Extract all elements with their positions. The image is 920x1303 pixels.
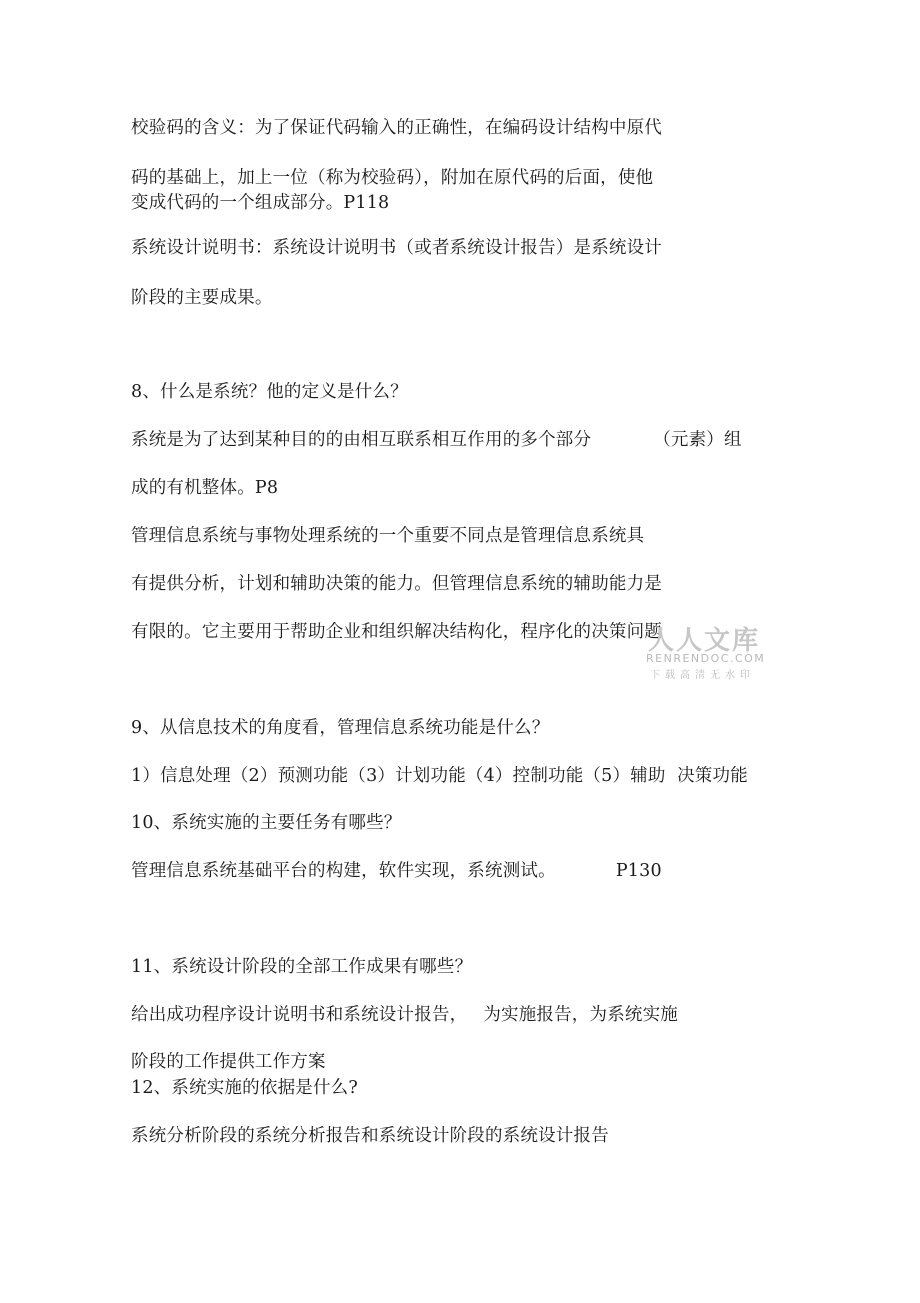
paragraph-line: 1）信息处理（2）预测功能（3）计划功能（4）控制功能（5）辅助 决策功能 [131,766,748,786]
paragraph-line [131,861,662,881]
paragraph-line: 有限的。它主要用于帮助企业和组织解决结构化，程序化的决策问题 [131,622,662,642]
paragraph-line: 阶段的主要成果。 [131,288,273,308]
paragraph-line: 管理信息系统与事物处理系统的一个重要不同点是管理信息系统具 [131,526,645,546]
question-heading: 9、从信息技术的角度看，管理信息系统功能是什么？ [131,718,550,738]
paragraph-line: 校验码的含义：为了保证代码输入的正确性，在编码设计结构中原代 [131,118,662,138]
question-heading: 11、系统设计阶段的全部工作成果有哪些？ [131,957,473,977]
paragraph-line: 有提供分析，计划和辅助决策的能力。但管理信息系统的辅助能力是 [131,574,662,594]
answer-text: 系统是为了达到某种目的的由相互联系相互作用的多个部分 [131,430,592,450]
paragraph-line [131,430,742,450]
paragraph-line: 变成代码的一个组成部分。P118 [131,193,390,213]
watermark-logo-text: 人人文库 [648,626,761,656]
watermark-domain: RENRENDOC.COM [646,652,766,665]
paragraph-line: 阶段的工作提供工作方案 [131,1052,326,1072]
paragraph-line: 成的有机整体。P8 [131,478,279,498]
answer-text: 为实施报告，为系统实施 [483,1005,679,1025]
answer-text: 给出成功程序设计说明书和系统设计报告， [131,1005,468,1025]
watermark-slogan: 下载高清无水印 [650,670,755,681]
question-heading: 8、什么是系统？他的定义是什么？ [131,382,408,402]
page-reference: P130 [615,861,662,881]
paragraph-line [131,1005,678,1025]
paragraph-line: 系统设计说明书：系统设计说明书（或者系统设计报告）是系统设计 [131,238,662,258]
question-heading: 12、系统实施的依据是什么? [131,1078,358,1098]
paragraph-line: 码的基础上，加上一位（称为校验码），附加在原代码的后面，使他 [131,168,654,188]
question-heading: 10、系统实施的主要任务有哪些？ [131,813,402,833]
answer-text: （元素）组 [653,430,742,450]
paragraph-line: 系统分析阶段的系统分析报告和系统设计阶段的系统设计报告 [131,1126,609,1146]
answer-text: 管理信息系统基础平台的构建，软件实现，系统测试。 [131,861,556,881]
